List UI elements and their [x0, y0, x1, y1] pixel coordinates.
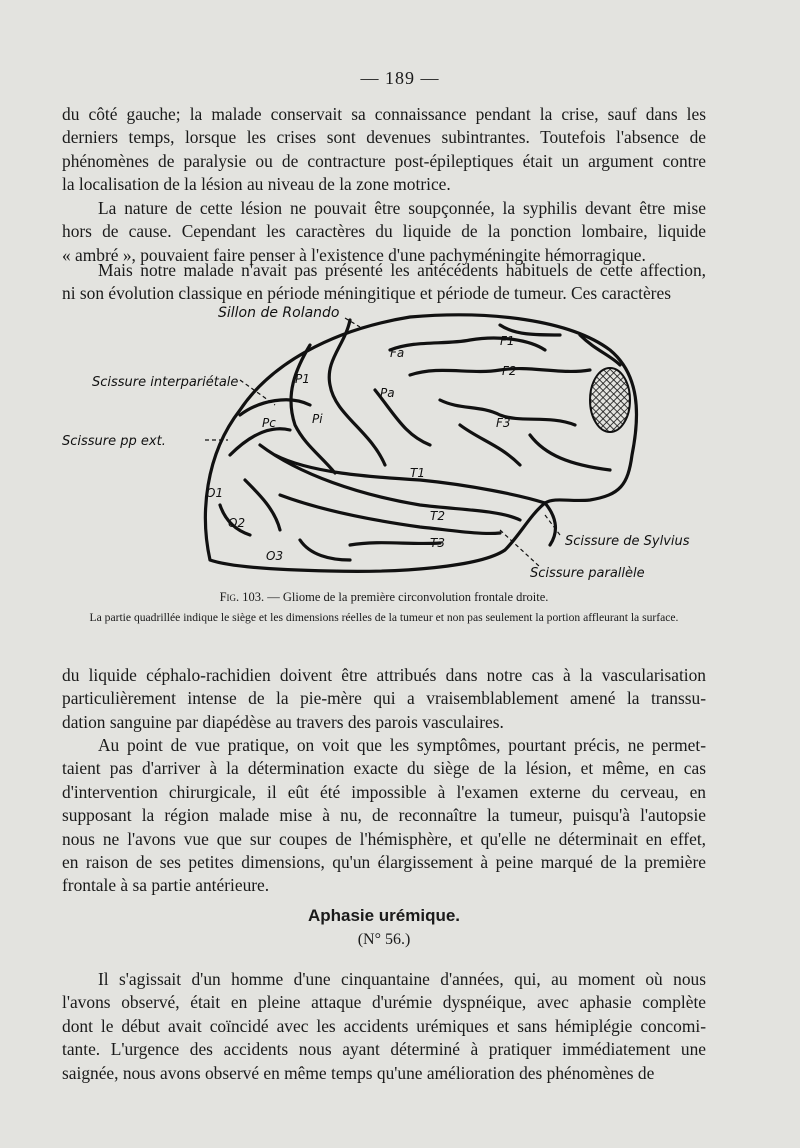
text-line: Il s'agissait d'un homme d'une cinquantaine d'années, qui, au moment où nous — [98, 969, 706, 989]
text-line: « ambré », pouvaient faire penser à l'existence d'une pachyméningite hémorragique. — [62, 244, 646, 265]
text-line: dation sanguine par diapédèse au travers des parois vasculaires. — [62, 711, 504, 732]
section-title: Aphasie urémique. — [307, 906, 461, 925]
gyrus-fa: Fa — [390, 346, 405, 360]
text-line: tante. L'urgence des accidents nous ayant déterminé à pratiquer immédiatement une — [62, 1039, 706, 1060]
figure-note: La partie quadrillée indique le siège et les dimensions réelles de la tumeur et non pas seulement la portion affleurant la surface. — [89, 611, 679, 624]
text-line: dont le début avait coïncidé avec les accidents urémiques et sans hémiplégie concomi- — [62, 1015, 706, 1036]
label-scissure-sylvius: Scissure de Sylvius — [565, 534, 690, 549]
gyrus-f3: F3 — [496, 416, 511, 430]
gyrus-p1: P1 — [295, 372, 310, 386]
text-line: nous ne l'avons vue que sur coupes de l'hémisphère, et qu'elle ne déterminait en effet, — [62, 828, 706, 849]
tumour-area — [590, 368, 630, 432]
label-scissure-pp-ext: Scissure pp ext. — [62, 434, 166, 449]
gyrus-pc: Pc — [262, 416, 276, 430]
gyrus-o1: O1 — [206, 486, 224, 500]
text-line: hors de cause. Cependant les caractères du liquide de la ponction lombaire, liquide — [62, 221, 706, 242]
label-scissure-parallele: Scissure parallèle — [530, 566, 645, 581]
label-scissure-interparietale: Scissure interpariétale — [92, 375, 239, 390]
gyrus-pi: Pi — [312, 412, 323, 426]
text-line: en raison de ses petites dimensions, qu'un élargissement à peine marqué de la première — [62, 852, 706, 873]
gyrus-pa: Pa — [380, 386, 395, 400]
paragraph-4 — [62, 664, 706, 734]
text-line: du liquide céphalo-rachidien doivent être attribués dans notre cas à la vascularisation — [62, 665, 706, 685]
figure-caption — [62, 590, 706, 605]
text-line: taient pas d'arriver à la détermination exacte du siège de la lésion, et même, en cas — [62, 758, 706, 779]
gyrus-f1: F1 — [500, 334, 515, 348]
text-line: du côté gauche; la malade conservait sa connaissance pendant la crise, sauf dans les — [62, 104, 706, 124]
section-number: (N° 56.) — [357, 931, 411, 948]
text-line: Mais notre malade n'avait pas présenté les antécédents habituels de cette affection, — [98, 260, 706, 280]
paragraph-6 — [62, 968, 706, 1085]
text-line: particulièrement intense de la pie-mère qui a vraisemblablement amené la transsu- — [62, 688, 706, 709]
gyrus-f2: F2 — [502, 364, 517, 378]
text-line: saignée, nous avons observé en même temps qu'une amélioration des phénomènes de — [62, 1062, 655, 1083]
text-line: d'intervention chirurgicale, il eût été impossible à l'examen externe du cerveau, en — [62, 781, 706, 802]
text-line: l'avons observé, était en pleine attaque d'urémie dyspnéique, avec aphasie complète — [62, 992, 706, 1013]
gyrus-t2: T2 — [430, 509, 445, 523]
paragraph-3 — [62, 259, 706, 306]
text-line: frontale à sa partie antérieure. — [62, 875, 270, 896]
label-sillon-rolando: Sillon de Rolando — [218, 305, 340, 321]
text-line: la localisation de la lésion au niveau de la zone motrice. — [62, 174, 451, 195]
page-number: — 189 — — [360, 68, 440, 88]
gyrus-t3: T3 — [430, 536, 445, 550]
figure-title: — Gliome de la première circonvolution frontale droite. — [267, 590, 549, 604]
paragraph-5 — [62, 734, 706, 898]
text-line: supposant la région malade mise à nu, de reconnaître la tumeur, puisqu'à l'autopsie — [62, 805, 706, 826]
text-line: Au point de vue pratique, on voit que les symptômes, pourtant précis, ne permet- — [98, 735, 706, 755]
gyrus-o2: O2 — [228, 516, 246, 530]
paragraph-1 — [62, 103, 706, 197]
paragraph-2 — [62, 197, 706, 267]
figure-number: Fig. 103. — [219, 590, 265, 604]
gyrus-o3: O3 — [266, 549, 284, 563]
text-line: La nature de cette lésion ne pouvait être soupçonnée, la syphilis devant être mise — [98, 198, 706, 218]
brain-outline — [205, 315, 636, 572]
text-line: phénomènes de paralysie ou de contracture post-épileptiques était un argument contre — [62, 150, 706, 171]
gyrus-t1: T1 — [410, 466, 425, 480]
text-line: derniers temps, lorsque les crises sont devenues subintrantes. Toutefois l'absence de — [62, 127, 706, 148]
text-line: ni son évolution classique en période méningitique et période de tumeur. Ces caractères — [62, 283, 671, 304]
